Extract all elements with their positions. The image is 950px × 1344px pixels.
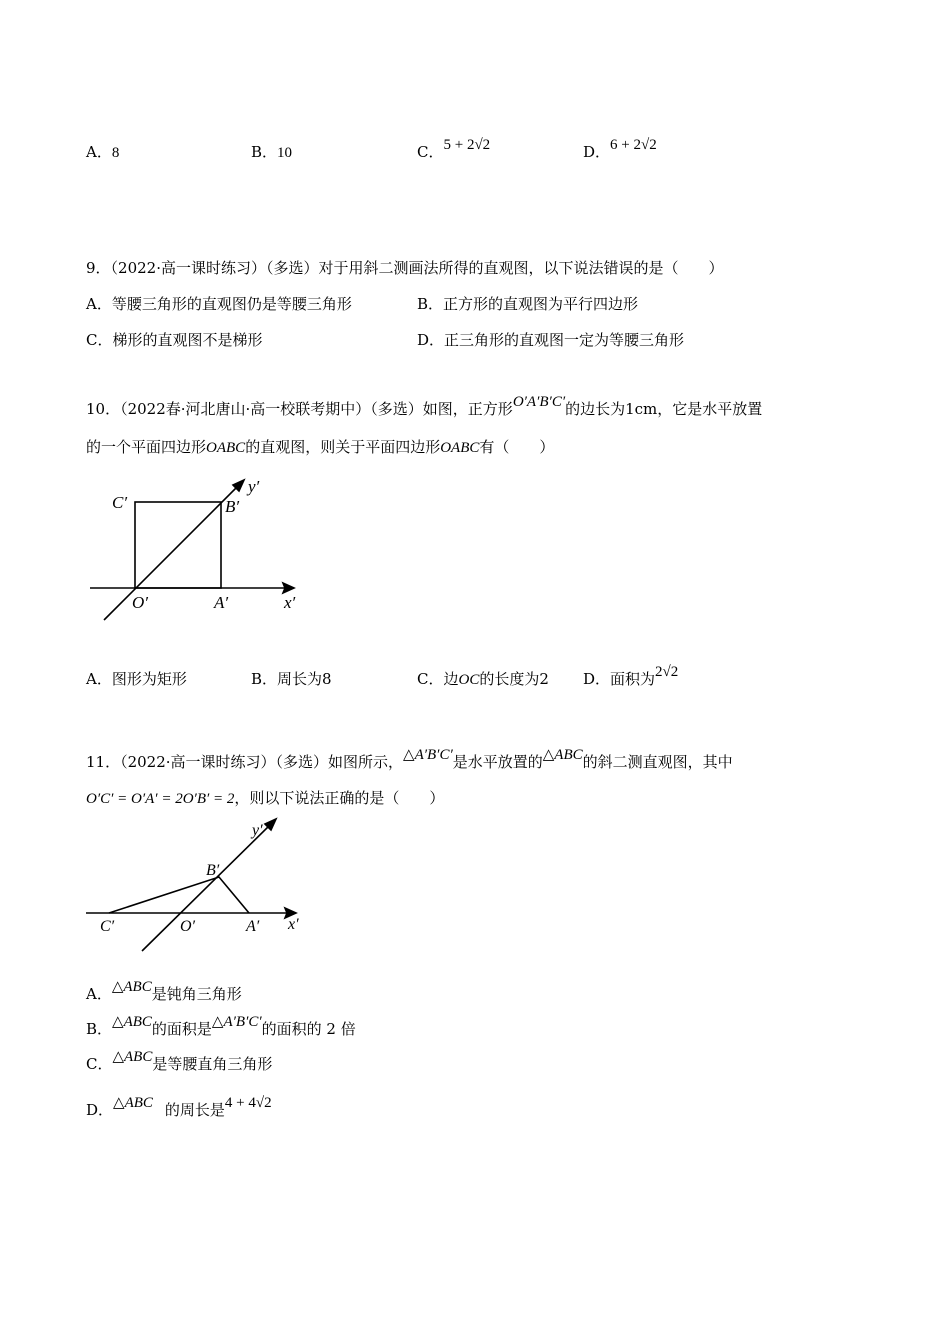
q10-line2-text-3: 有（ ） [479,438,555,456]
q10-option-d-text: D．面积为 [583,670,656,688]
q11-option-b-text: 的面积是 [151,1020,212,1038]
q8-option-a-letter: A． [86,143,112,161]
q11-stem-math: △A′B′C′ [403,747,453,763]
q8-option-b-letter: B． [251,143,278,161]
q10-label-a: A′ [214,593,229,612]
q10-stem-text-2: 的边长为1cm，它是水平放置 [565,400,763,418]
q10-line2-text-2: 的直观图，则关于平面四边形 [245,438,441,456]
q11-stem-text: 11．（2022·高一课时练习）（多选）如图所示， [86,753,404,771]
q11-option-b-math: △ABC [112,1014,152,1030]
q10-stem-line2 [86,436,554,457]
q11-option-d-letter: D． [86,1101,114,1119]
q11-figure [80,815,320,955]
q11-label-y: y′ [252,822,263,839]
q10-label-b: B′ [225,497,240,516]
q10-option-c-math: OC [458,672,480,688]
q10-line2-text: 的一个平面四边形 [86,438,207,456]
q11-option-b-math-2: △A′B′C′ [211,1014,262,1030]
q10-stem-text: 10．（2022春·河北唐山·高一校联考期中）（多选）如图，正方形 [86,400,513,418]
q11-stem-math-2: △ABC [542,747,583,763]
q11-option-a [86,979,242,1004]
q11-label-b: B′ [206,862,220,879]
q11-stem-line1 [86,747,733,772]
q11-label-c: C′ [100,918,115,935]
q9-option-a: A．等腰三角形的直观图仍是等腰三角形 [86,295,352,313]
q10-label-x: x′ [284,593,296,612]
q10-square-label: O′A′B′C′ [512,394,566,410]
q8-option-d-letter: D． [583,143,611,161]
q8-option-a [86,141,119,162]
q8-option-d [583,137,657,162]
q10-figure [80,470,320,630]
q8-option-b-text: 10 [277,145,293,161]
q10-label-y: y′ [248,477,260,496]
q11-option-d [86,1095,272,1120]
q10-quad-label: OABC [206,440,246,456]
q11-option-b [86,1014,356,1039]
q8-option-b [251,141,292,162]
q11-option-a-letter: A． [86,985,112,1003]
q11-line2-math: O′C′ = O′A′ = 2O′B′ = 2 [86,791,235,807]
q10-option-b: B．周长为8 [251,670,332,688]
q9-option-b: B．正方形的直观图为平行四边形 [417,295,639,313]
q11-option-c-text: 是等腰直角三角形 [152,1055,273,1073]
q10-option-a: A．图形为矩形 [86,670,187,688]
q10-option-c [417,668,549,689]
q11-option-b-letter: B． [86,1020,113,1038]
q8-option-a-text: 8 [111,145,120,161]
q11-label-o: O′ [180,918,196,935]
q8-option-c [417,137,491,162]
q11-option-d-math: △ABC [113,1095,153,1111]
q9-option-d: D．正三角形的直观图一定为等腰三角形 [417,331,685,349]
q11-label-x: x′ [288,916,299,933]
q11-triangle [109,877,249,913]
q10-label-o: O′ [132,593,148,612]
q11-stem-text-2: 是水平放置的 [452,753,543,771]
q11-stem-line2 [86,787,444,808]
q8-option-c-math: 5 + 2√2 [443,137,491,153]
q10-x-arrow-icon [283,583,294,593]
q9-option-c: C．梯形的直观图不是梯形 [86,331,263,349]
q11-option-d-math-2: 4 + 4√2 [224,1095,272,1111]
q10-stem-line1 [86,394,763,419]
q8-option-c-letter: C． [417,143,444,161]
q11-option-c-math: △ABC [112,1049,153,1065]
q11-line2-text: ，则以下说法正确的是（ ） [234,789,445,807]
q8-option-d-math: 6 + 2√2 [610,137,657,153]
q11-label-a: A′ [246,918,260,935]
q11-option-c [86,1049,273,1074]
q10-option-d [583,664,679,689]
q9-stem: 9．（2022·高一课时练习）（多选）对于用斜二测画法所得的直观图，以下说法错误的是（ ） [86,259,724,277]
q11-option-b-text-2: 的面积的 2 倍 [261,1020,356,1038]
q10-option-d-math: 2√2 [655,664,679,680]
q11-option-a-text: 是钝角三角形 [151,985,242,1003]
q10-label-c: C′ [112,493,128,512]
q11-option-c-letter: C． [86,1055,113,1073]
q11-option-a-math: △ABC [111,979,152,995]
q10-quad-label-2: OABC [440,440,480,456]
q11-option-d-text: 的周长是 [164,1101,225,1119]
q10-option-c-text-2: 的长度为2 [479,670,549,688]
q11-stem-text-3: 的斜二测直观图，其中 [582,753,733,771]
q10-option-c-text: C．边 [417,670,459,688]
